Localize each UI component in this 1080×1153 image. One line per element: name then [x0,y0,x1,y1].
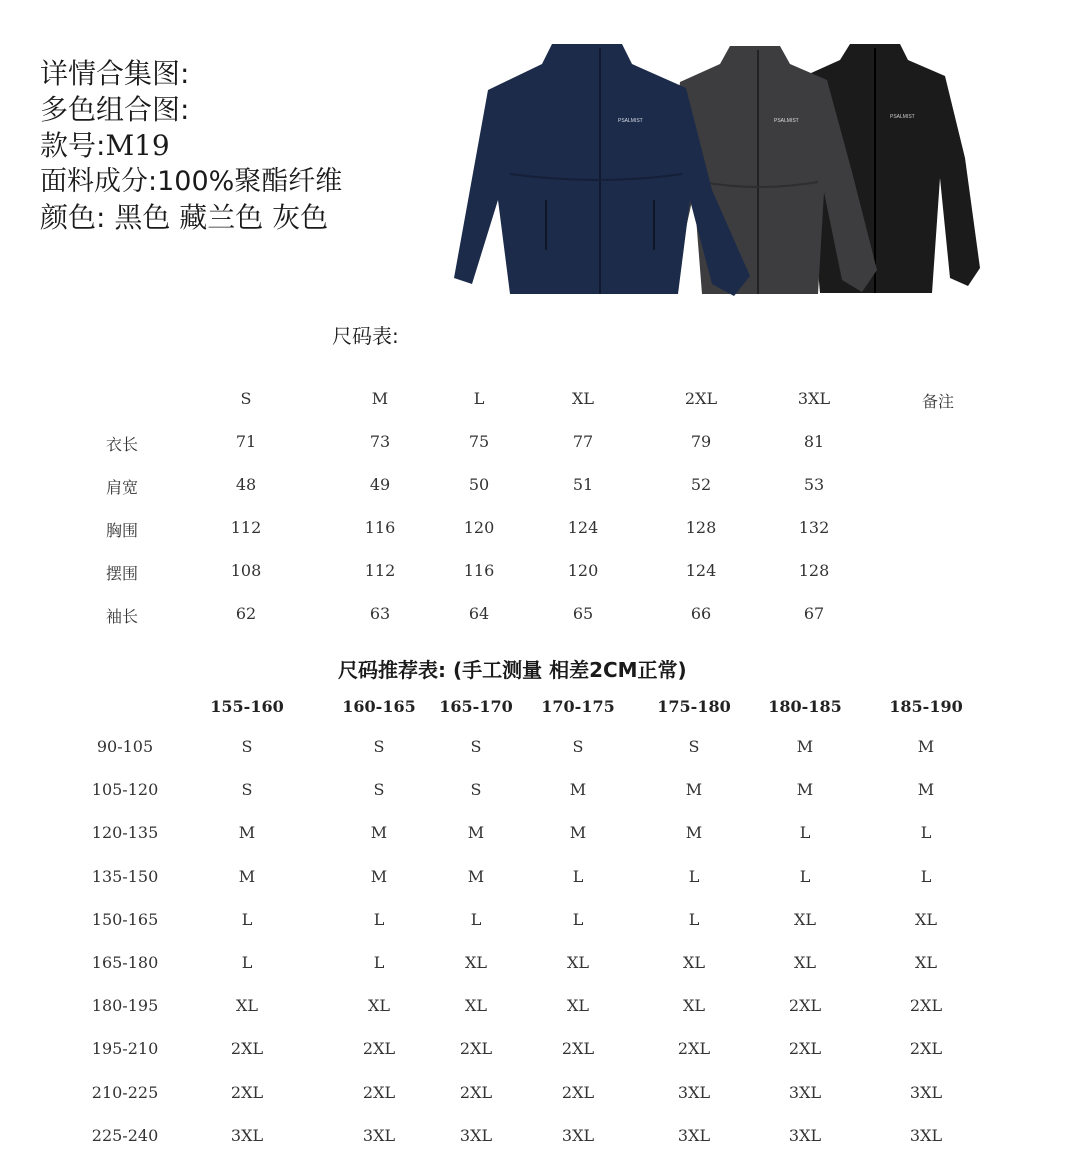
weight-row-label: 210-225 [91,1083,159,1102]
recommend-cell: L [799,823,811,842]
recommend-cell: M [569,823,587,842]
weight-row-label: 120-135 [91,823,159,842]
recommend-cell: 2XL [362,1083,396,1102]
recommend-cell: S [373,737,385,756]
recommend-cell: M [796,737,814,756]
multicolor-label: 多色组合图: [40,93,190,126]
recommend-cell: M [796,780,814,799]
weight-row-label: 225-240 [91,1126,159,1145]
recommend-cell: L [920,867,932,886]
recommend-cell: 2XL [788,1039,822,1058]
height-header-2: 165-170 [439,697,513,716]
size-cell: 128 [798,561,830,580]
recommend-cell: L [373,953,385,972]
recommend-cell: M [238,823,256,842]
recommend-cell: L [572,910,584,929]
recommend-cell: 3XL [459,1126,493,1145]
size-cell: 49 [369,475,391,494]
size-header-6: 备注 [921,392,955,411]
size-cell: 53 [803,475,825,494]
size-cell: 116 [364,518,396,537]
height-header-3: 170-175 [541,697,615,716]
recommend-cell: S [241,780,253,799]
recommend-cell: XL [367,996,391,1015]
weight-row-label: 195-210 [91,1039,159,1058]
recommend-cell: XL [682,953,706,972]
size-cell: 120 [463,518,495,537]
style-number [40,128,342,164]
recommend-cell: 3XL [909,1126,943,1145]
size-cell: 64 [468,604,490,623]
size-header-2: L [473,389,485,408]
size-cell: 75 [468,432,490,451]
recommend-cell: XL [235,996,259,1015]
size-cell: 124 [567,518,599,537]
recommend-cell: 2XL [677,1039,711,1058]
weight-row-label: 135-150 [91,867,159,886]
recommend-cell: 3XL [677,1083,711,1102]
size-cell: 112 [230,518,262,537]
weight-row-label: 165-180 [91,953,159,972]
size-header-1: M [371,389,389,408]
recommend-cell: XL [793,953,817,972]
recommend-cell: 2XL [230,1083,264,1102]
recommend-cell: S [688,737,700,756]
recommend-cell: 3XL [362,1126,396,1145]
jacket-grey-logo: PSALMIST [774,118,799,124]
size-cell: 77 [572,432,594,451]
size-cell: 62 [235,604,257,623]
recommend-cell: 2XL [909,996,943,1015]
recommend-cell: L [688,867,700,886]
recommend-cell: L [241,910,253,929]
recommend-cell: 2XL [362,1039,396,1058]
recommend-cell: XL [566,996,590,1015]
size-cell: 63 [369,604,391,623]
recommend-cell: S [373,780,385,799]
style-number-label: 款号: [40,129,106,162]
size-header-5: 3XL [797,389,831,408]
recommend-cell: XL [566,953,590,972]
recommend-cell: S [572,737,584,756]
recommend-cell: 2XL [459,1083,493,1102]
recommend-cell: 3XL [788,1083,822,1102]
product-info [40,56,342,236]
jacket-navy-logo: PSALMIST [618,118,643,124]
recommend-cell: M [685,823,703,842]
size-cell: 66 [690,604,712,623]
size-cell: 71 [235,432,257,451]
recommend-cell: M [685,780,703,799]
weight-row-label: 150-165 [91,910,159,929]
recommend-cell: XL [914,953,938,972]
size-cell: 81 [803,432,825,451]
material-composition: 面料成分:100%聚酯纤维 [40,166,343,197]
recommend-cell: L [572,867,584,886]
size-cell: 51 [572,475,594,494]
recommend-cell: 3XL [230,1126,264,1145]
weight-row-label: 105-120 [91,780,159,799]
recommend-cell: 2XL [788,996,822,1015]
recommend-cell: S [241,737,253,756]
color-options: 颜色: 黑色 藏兰色 灰色 [40,201,329,234]
recommend-cell: 2XL [561,1039,595,1058]
size-cell: 48 [235,475,257,494]
recommend-cell: L [470,910,482,929]
recommend-cell: L [373,910,385,929]
recommend-cell: 2XL [230,1039,264,1058]
size-row-label: 衣长 [105,435,139,454]
size-chart-title: 尺码表: [332,324,399,348]
size-cell: 116 [463,561,495,580]
size-cell: 79 [690,432,712,451]
size-row-label: 摆围 [105,564,139,583]
size-row-label: 肩宽 [105,478,139,497]
recommend-cell: M [467,823,485,842]
weight-row-label: 180-195 [91,996,159,1015]
size-cell: 50 [468,475,490,494]
recommend-cell: L [241,953,253,972]
recommend-cell: XL [793,910,817,929]
recommend-cell: M [370,823,388,842]
size-cell: 112 [364,561,396,580]
jacket-black-logo: PSALMIST [890,114,915,120]
height-header-1: 160-165 [342,697,416,716]
recommend-cell: M [370,867,388,886]
size-cell: 124 [685,561,717,580]
size-header-3: XL [571,389,595,408]
recommend-cell: S [470,780,482,799]
recommend-cell: 2XL [561,1083,595,1102]
recommend-cell: M [917,780,935,799]
recommend-cell: L [920,823,932,842]
recommend-cell: XL [914,910,938,929]
size-header-0: S [240,389,252,408]
product-photo [450,38,1010,298]
weight-row-label: 90-105 [96,737,154,756]
size-cell: 132 [798,518,830,537]
height-header-4: 175-180 [657,697,731,716]
recommend-cell: M [917,737,935,756]
height-header-6: 185-190 [889,697,963,716]
size-row-label: 胸围 [105,521,139,540]
recommend-cell: 3XL [788,1126,822,1145]
recommend-cell: 3XL [561,1126,595,1145]
size-cell: 52 [690,475,712,494]
size-row-label: 袖长 [105,607,139,626]
recommend-cell: M [569,780,587,799]
recommend-chart-title: 尺码推荐表: (手工测量 相差2CM正常) [338,658,687,682]
height-header-0: 155-160 [210,697,284,716]
recommend-cell: M [467,867,485,886]
recommend-cell: 3XL [677,1126,711,1145]
recommend-cell: 2XL [909,1039,943,1058]
recommend-cell: XL [464,996,488,1015]
size-cell: 67 [803,604,825,623]
recommend-cell: XL [464,953,488,972]
detail-collection-label: 详情合集图: [40,57,190,90]
size-cell: 108 [230,561,262,580]
recommend-cell: M [238,867,256,886]
recommend-cell: XL [682,996,706,1015]
recommend-cell: S [470,737,482,756]
style-number-value: M19 [105,129,170,162]
size-cell: 120 [567,561,599,580]
size-header-4: 2XL [684,389,718,408]
recommend-cell: 3XL [909,1083,943,1102]
size-cell: 65 [572,604,594,623]
size-cell: 73 [369,432,391,451]
recommend-cell: L [688,910,700,929]
recommend-cell: L [799,867,811,886]
size-cell: 128 [685,518,717,537]
height-header-5: 180-185 [768,697,842,716]
recommend-cell: 2XL [459,1039,493,1058]
